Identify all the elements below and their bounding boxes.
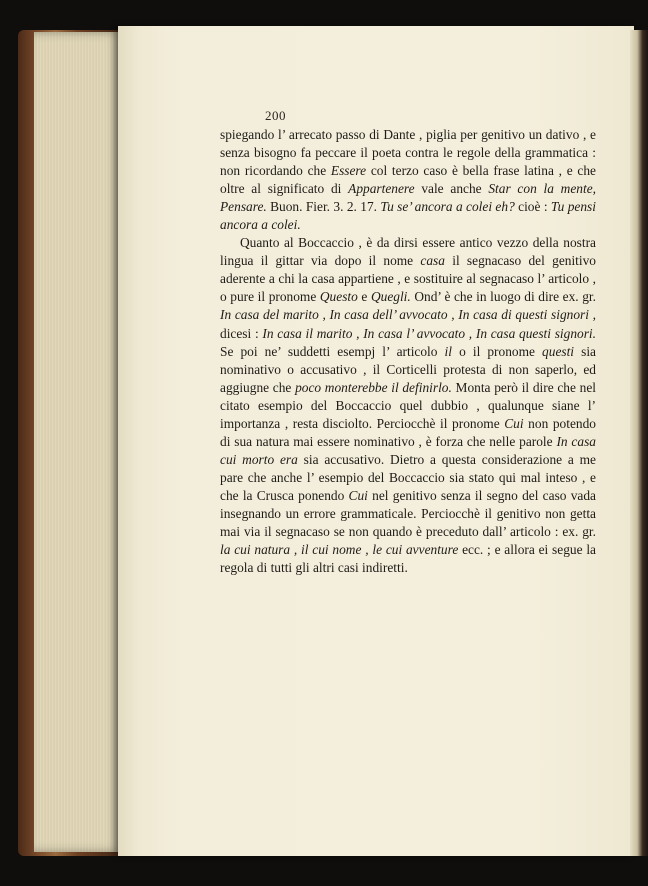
italic-run: Star con la mente, Pensare. — [220, 181, 596, 215]
paragraph-2 — [220, 234, 596, 577]
show-through-text — [240, 640, 600, 730]
text-run: Monta però il dire che nel citato esempio del Boccaccio quel dubbio , qualunque siane l’ importanza , resta disciolto. Perciocchè il pronome — [220, 379, 596, 431]
italic-run: Cui — [504, 415, 524, 431]
text-run: ecc. ; e allora ei segue la regola di tutti gli altri casi indiretti. — [220, 542, 597, 576]
italic-run: la cui natura , il cui nome , le cui avventure — [220, 542, 459, 558]
italic-run: Tu pensi ancora a colei. — [220, 199, 596, 233]
italic-run: questi — [542, 343, 575, 359]
text-run: o il pronome — [452, 343, 543, 359]
italic-run: Cui — [348, 487, 368, 503]
italic-run: Essere — [330, 163, 367, 179]
text-run: dicesi : — [220, 325, 263, 341]
italic-run: il — [444, 343, 452, 359]
text-run: Quanto al Boccaccio , è da dirsi essere antico vezzo della nostra lingua il gittar via dopo il nome — [220, 235, 596, 269]
italic-run: Appartenere — [348, 181, 415, 197]
italic-run: In casa il marito , In casa l’ avvocato , In casa questi signori. — [262, 325, 597, 341]
text-run: non potendo di sua natura mai essere nominativo , è forza che nelle parole — [220, 415, 596, 449]
text-run: Ond’ è che in luogo di dire ex. gr. — [410, 289, 596, 305]
text-run: nel genitivo senza il segno del caso vada insegnando un errore grammaticale. Perciocchè il genitivo non getta mai via il segnacaso se non quando è preceduto dall’ articolo : ex. gr. — [220, 487, 596, 540]
italic-run: Questo — [319, 289, 358, 305]
italic-run: Tu se’ ancora a colei eh? — [380, 199, 515, 215]
text-run: e — [357, 289, 371, 305]
text-run: sia nominativo o accusativo , il Corticelli protesta di non saperlo, ed aggiugne che — [220, 343, 596, 395]
text-run: Buon. Fier. 3. 2. 17. — [266, 199, 381, 215]
stacked-page-edges — [34, 32, 122, 852]
italic-run: casa — [420, 253, 445, 269]
text-run: spiegando l’ arrecato passo di Dante , piglia per genitivo un dativo , e senza bisogno fa peccare il poeta contra le regole della grammatica : non ricordando che — [220, 127, 596, 179]
text-run: Se poi ne’ suddetti esempj l’ articolo — [220, 343, 445, 359]
italic-run: Quegli. — [370, 289, 411, 305]
text-run: sia accusativo. Dietro a questa considerazione a me pare che anche l’ esempio del Boccaccio sia stato qui mal inteso , e che la Crusca ponendo — [220, 451, 596, 503]
italic-run: In casa cui morto era — [220, 433, 596, 467]
text-run: il segnacaso del genitivo aderente a chi la casa appartiene , e sostituire al segnacaso l’ articolo , o pure il pronome — [220, 253, 597, 305]
paragraph-1 — [220, 126, 596, 234]
italic-run: In casa del marito , In casa dell’ avvocato , In casa di questi signori , — [220, 307, 596, 323]
facing-page-sliver — [630, 30, 648, 856]
italic-run: poco monterebbe il definirlo. — [295, 379, 452, 395]
text-run: cioè : — [514, 199, 551, 215]
text-run: vale anche — [414, 181, 489, 197]
body-text — [220, 126, 596, 577]
text-run: col terzo caso è bella frase latina , e che oltre al significato di — [220, 163, 596, 197]
page-number: 200 — [265, 108, 286, 123]
